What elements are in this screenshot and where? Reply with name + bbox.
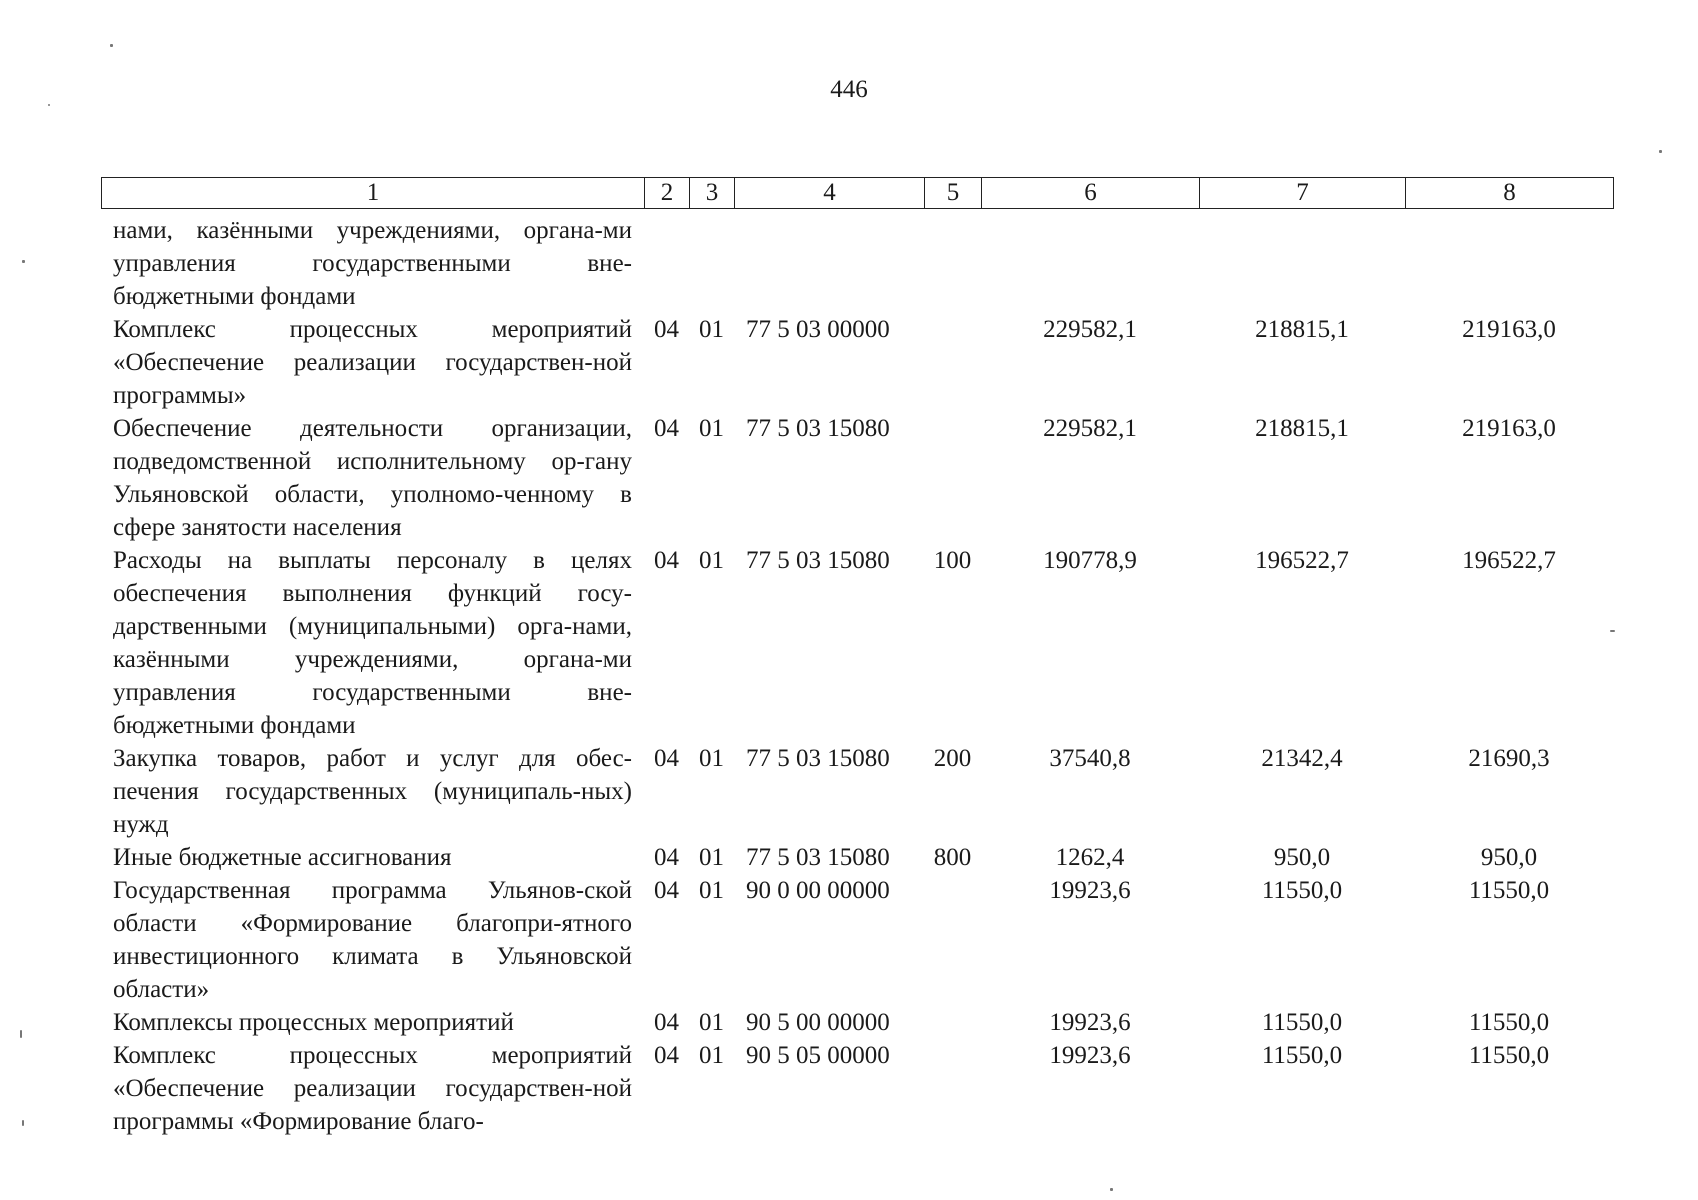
row-amount-col8: 196522,7 [1462,547,1556,574]
row-amount-col6: 19923,6 [1049,877,1131,904]
budget-table-body [101,214,1613,1138]
row-expense-type [924,313,981,412]
row-name: Комплекс процессных мероприятий «Обеспечение реализации государствен-ной программы» [113,316,632,409]
row-target-code: 77 5 03 00000 [746,316,890,343]
row-expense-type: 800 [933,844,972,871]
table-row [101,544,1613,742]
row-subsection: 01 [699,1042,724,1069]
scan-speck [48,104,50,106]
row-subsection: 01 [699,877,724,904]
table-row [101,742,1613,841]
row-section [644,214,689,313]
row-amount-col6 [981,214,1199,313]
row-amount-col7: 196522,7 [1255,547,1349,574]
scan-speck [22,260,25,263]
scan-speck [20,1030,22,1038]
row-amount-col8: 219163,0 [1462,415,1556,442]
row-target-code [734,214,924,313]
page-number: 446 [830,76,868,103]
table-row [101,1039,1613,1138]
row-target-code: 77 5 03 15080 [746,844,890,871]
row-amount-col8 [1405,214,1613,313]
column-header-6: 6 [982,178,1200,209]
row-section: 04 [654,415,679,442]
row-section: 04 [654,844,679,871]
row-target-code: 77 5 03 15080 [746,745,890,772]
row-amount-col8: 950,0 [1480,844,1538,871]
row-target-code: 90 5 05 00000 [746,1042,890,1069]
row-expense-type [924,412,981,544]
row-amount-col8: 11550,0 [1468,1042,1550,1069]
row-name: Закупка товаров, работ и услуг для обес-печения государственных (муниципаль-ных) нужд [113,745,632,838]
row-subsection: 01 [699,844,724,871]
row-name: Иные бюджетные ассигнования [113,844,452,871]
row-target-code: 90 5 00 00000 [746,1009,890,1036]
row-expense-type [924,1006,981,1039]
column-header-8: 8 [1406,178,1614,209]
row-expense-type: 200 [933,745,972,772]
column-header-4: 4 [735,178,925,209]
row-amount-col6: 229582,1 [1043,415,1137,442]
row-amount-col6: 190778,9 [1043,547,1137,574]
row-target-code: 77 5 03 15080 [746,415,890,442]
table-row [101,214,1613,313]
row-amount-col8: 11550,0 [1468,1009,1550,1036]
row-target-code: 77 5 03 15080 [746,547,890,574]
row-amount-col7: 11550,0 [1261,1042,1343,1069]
row-name: нами, казёнными учреждениями, органа-ми управления государственными вне-бюджетными фондами [113,217,632,310]
row-section: 04 [654,1009,679,1036]
row-amount-col7 [1199,214,1405,313]
column-header-7: 7 [1200,178,1406,209]
table-row [101,313,1613,412]
row-amount-col6: 229582,1 [1043,316,1137,343]
row-amount-col7: 11550,0 [1261,1009,1343,1036]
column-header-table [101,177,1614,209]
row-section: 04 [654,316,679,343]
column-header-2: 2 [645,178,690,209]
row-section: 04 [654,547,679,574]
row-subsection [689,214,734,313]
scan-speck [110,44,113,47]
row-amount-col8: 11550,0 [1468,877,1550,904]
scan-speck [1110,1188,1113,1191]
row-subsection: 01 [699,1009,724,1036]
row-expense-type [924,214,981,313]
column-header-3: 3 [690,178,735,209]
table-row [101,841,1613,874]
row-name: Расходы на выплаты персоналу в целях обеспечения выполнения функций госу-дарственными (муниципальными) орга-нами, казёнными учреждениями, органа-ми управления государственными вне-бюджетными фондами [113,547,632,739]
row-amount-col8: 21690,3 [1468,745,1550,772]
row-amount-col7: 11550,0 [1261,877,1343,904]
scan-speck [1610,630,1615,632]
table-row [101,412,1613,544]
row-name: Государственная программа Ульянов-ской области «Формирование благопри-ятного инвестиционного климата в Ульяновской области» [113,877,632,1003]
row-target-code: 90 0 00 00000 [746,877,890,904]
column-header-5: 5 [925,178,982,209]
row-expense-type [924,1039,981,1138]
row-amount-col8: 219163,0 [1462,316,1556,343]
row-section: 04 [654,1042,679,1069]
row-subsection: 01 [699,316,724,343]
scan-speck [1659,150,1662,153]
row-section: 04 [654,745,679,772]
row-amount-col7: 21342,4 [1261,745,1343,772]
row-name: Комплекс процессных мероприятий «Обеспечение реализации государствен-ной программы «Формирование благо- [113,1042,632,1135]
row-section: 04 [654,877,679,904]
scan-speck [22,1120,24,1126]
row-expense-type [924,874,981,1006]
table-row [101,874,1613,1006]
row-amount-col7: 218815,1 [1255,415,1349,442]
row-name: Обеспечение деятельности организации, подведомственной исполнительному ор-гану Ульяновской области, уполномо-ченному в сфере занятости населения [113,415,632,541]
table-row [101,1006,1613,1039]
row-name: Комплексы процессных мероприятий [113,1009,514,1036]
row-amount-col6: 37540,8 [1049,745,1131,772]
row-amount-col6: 19923,6 [1049,1009,1131,1036]
column-header-row [102,178,1614,209]
row-amount-col6: 19923,6 [1049,1042,1131,1069]
row-amount-col7: 218815,1 [1255,316,1349,343]
row-subsection: 01 [699,415,724,442]
column-header-1: 1 [102,178,645,209]
row-amount-col6: 1262,4 [1055,844,1125,871]
row-subsection: 01 [699,547,724,574]
row-amount-col7: 950,0 [1273,844,1331,871]
row-expense-type: 100 [933,547,972,574]
row-subsection: 01 [699,745,724,772]
